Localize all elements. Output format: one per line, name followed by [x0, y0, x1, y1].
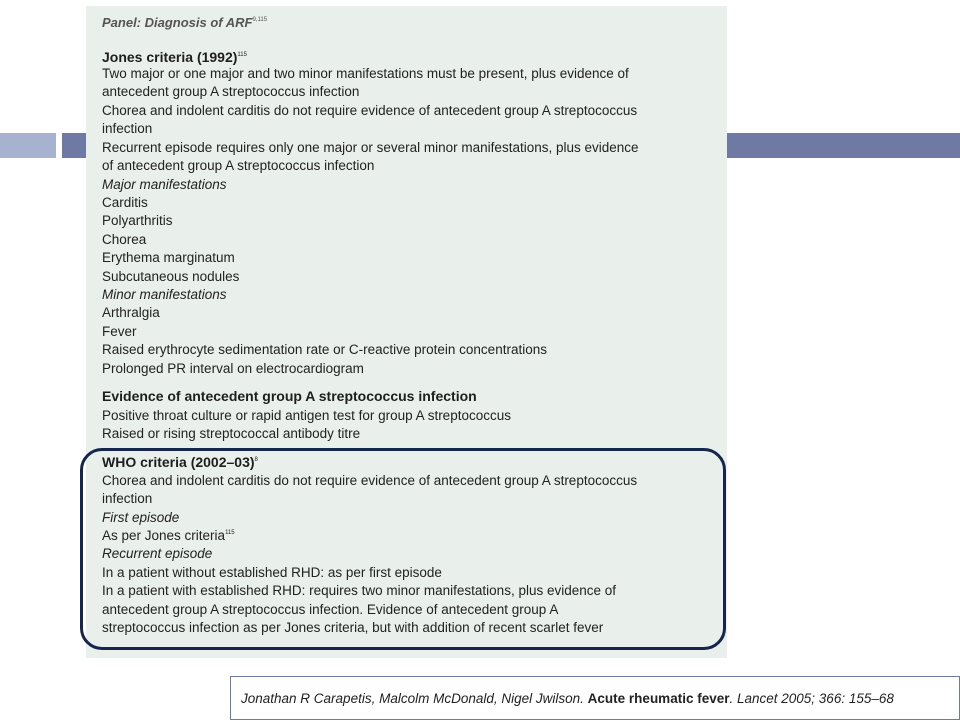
major-item: Carditis: [102, 195, 148, 210]
jones-line: infection: [102, 121, 153, 136]
minor-item: Prolonged PR interval on electrocardiogram: [102, 361, 364, 376]
who-heading: WHO criteria (2002–03)$^8$: [102, 454, 258, 470]
decor-bar-left-light: [0, 133, 56, 158]
evidence-item: Raised or rising streptococcal antibody titre: [102, 426, 361, 441]
minor-item: Arthralgia: [102, 305, 160, 320]
recurrent-episode-label: Recurrent episode: [102, 546, 213, 561]
citation-title: Acute rheumatic fever: [587, 690, 730, 706]
recurrent-line: streptococcus infection as per Jones criteria, but with addition of recent scarlet fever: [102, 620, 604, 635]
major-item: Polyarthritis: [102, 213, 173, 228]
jones-line: Recurrent episode requires only one major or several minor manifestations, plus evidence: [102, 140, 639, 155]
major-item: Chorea: [102, 232, 147, 247]
first-episode-text: As per Jones criteria$^{115}$: [102, 528, 235, 543]
minor-item: Raised erythrocyte sedimentation rate or C-reactive protein concentrations: [102, 342, 547, 357]
jones-line: Chorea and indolent carditis do not require evidence of antecedent group A streptococcus: [102, 103, 638, 118]
minor-manifestations-label: Minor manifestations: [102, 287, 227, 302]
recurrent-line: In a patient with established RHD: requires two minor manifestations, plus evidence of: [102, 583, 617, 598]
evidence-heading: Evidence of antecedent group A streptococcus infection: [102, 388, 477, 404]
jones-heading: Jones criteria $(1992)^{115}$: [102, 49, 247, 65]
citation-box: [230, 676, 960, 720]
minor-item: Fever: [102, 324, 137, 339]
decor-bar-right: [727, 133, 960, 158]
evidence-item: Positive throat culture or rapid antigen test for group A streptococcus: [102, 408, 511, 423]
decor-bar-left-dark: [62, 133, 86, 158]
recurrent-line: In a patient without established RHD: as per first episode: [102, 565, 442, 580]
who-line: infection: [102, 491, 153, 506]
major-item: Erythema marginatum: [102, 250, 235, 265]
major-item: Subcutaneous nodules: [102, 269, 240, 284]
citation-authors: Jonathan R Carapetis, Malcolm McDonald, Nigel Jwilson.: [241, 690, 584, 706]
who-criteria-highlight-box: [80, 448, 726, 650]
jones-line: of antecedent group A streptococcus infection: [102, 158, 375, 173]
jones-line: antecedent group A streptococcus infection: [102, 84, 360, 99]
who-line: Chorea and indolent carditis do not require evidence of antecedent group A streptococcus: [102, 473, 638, 488]
first-episode-label: First episode: [102, 510, 180, 525]
panel-title: Panel: Diagnosis of ARF$^{9,115}$: [102, 15, 268, 30]
jones-line: Two major or one major and two minor manifestations must be present, plus evidence of: [102, 66, 629, 81]
recurrent-line: antecedent group A streptococcus infection. Evidence of antecedent group A: [102, 602, 559, 617]
major-manifestations-label: Major manifestations: [102, 177, 227, 192]
citation-journal: . Lancet 2005; 366: 155–68: [729, 690, 894, 706]
